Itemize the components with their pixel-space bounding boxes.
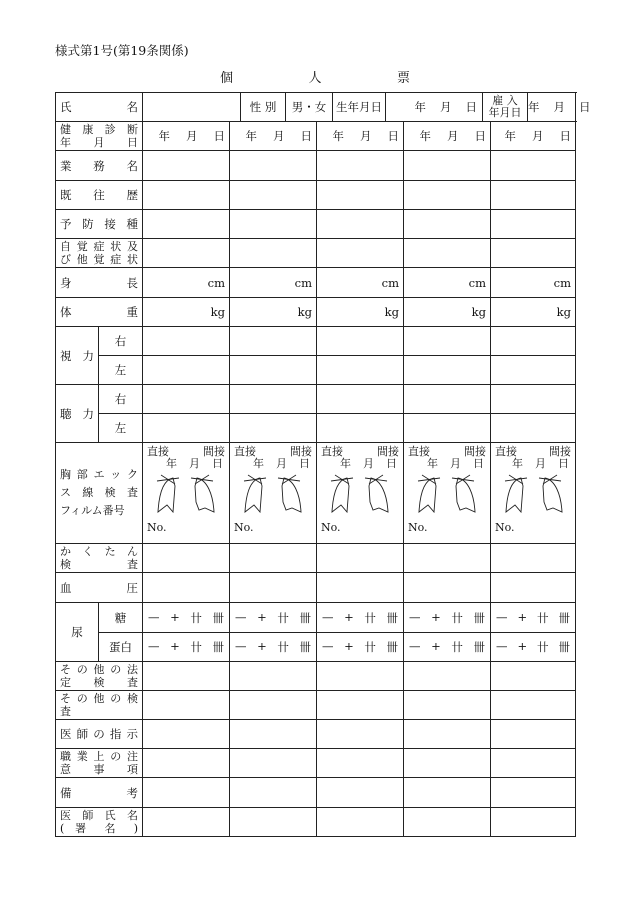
other-cell[interactable] <box>143 691 230 720</box>
hearing-right-cell[interactable] <box>143 385 230 414</box>
day-label: 日 <box>387 129 399 143</box>
film-number-label: No. <box>321 521 341 534</box>
unit-label: cm <box>294 275 312 290</box>
urine-protein-cell[interactable] <box>317 633 404 662</box>
day-label: 日 <box>386 457 397 470</box>
job-notes-cell[interactable] <box>491 749 576 778</box>
indirect-label: 間接 <box>464 445 486 458</box>
form-id: 様式第1号(第19条関係) <box>55 43 189 58</box>
row-label-line: かくたん <box>60 545 138 558</box>
blood-pressure-cell[interactable] <box>404 573 491 603</box>
urine-sugar-row <box>56 603 576 633</box>
exam-date-cell[interactable] <box>491 122 576 151</box>
day-label: 日 <box>558 457 569 470</box>
vaccination-cell[interactable] <box>404 210 491 239</box>
vision-left-cell[interactable] <box>317 356 404 385</box>
urine-sugar-cell[interactable] <box>404 603 491 633</box>
year-label: 年 <box>414 100 426 114</box>
symptoms-label <box>56 239 143 268</box>
other-cell[interactable] <box>230 691 317 720</box>
sugar-label: 糖 <box>99 603 143 633</box>
urine-scale-mark: — <box>235 609 247 624</box>
job-notes-row <box>56 749 576 778</box>
urine-sugar-cell[interactable] <box>317 603 404 633</box>
day-label: 日 <box>299 457 310 470</box>
other-legal-cell[interactable] <box>230 662 317 691</box>
doctor-instr-cell[interactable] <box>230 720 317 749</box>
history-label: 既 往 歴 <box>56 181 143 210</box>
unit-label: cm <box>553 275 571 290</box>
row-label-line: その他の検 <box>60 692 138 705</box>
day-label: 日 <box>213 129 225 143</box>
month-label: 月 <box>273 129 285 143</box>
symptoms-cell[interactable] <box>230 239 317 268</box>
blood-pressure-label: 血 圧 <box>56 573 143 603</box>
exam-date-row <box>56 122 576 151</box>
weight-row <box>56 298 576 327</box>
height-cell[interactable] <box>143 268 230 298</box>
row-label-line: び他覚症状 <box>60 253 138 266</box>
other-cell[interactable] <box>317 691 404 720</box>
urine-scale-mark: 卌 <box>299 610 311 625</box>
vision-right-cell[interactable] <box>143 327 230 356</box>
job-notes-cell[interactable] <box>143 749 230 778</box>
row-label-line: 職業上の注 <box>60 750 138 763</box>
year-label: 年 <box>427 457 438 470</box>
unit-label: kg <box>384 305 399 319</box>
month-label: 月 <box>532 129 544 143</box>
other-cell[interactable] <box>404 691 491 720</box>
other-legal-cell[interactable] <box>491 662 576 691</box>
row-label-line: 査 <box>60 705 71 718</box>
symptoms-cell[interactable] <box>317 239 404 268</box>
year-label: 年 <box>504 129 516 143</box>
film-number-label: No. <box>234 521 254 534</box>
blood-pressure-cell[interactable] <box>317 573 404 603</box>
lung-diagram-icon <box>327 472 393 520</box>
history-cell[interactable] <box>230 181 317 210</box>
symptoms-row <box>56 239 576 268</box>
year-label: 年 <box>253 457 264 470</box>
urine-scale-mark: 卌 <box>386 640 398 654</box>
urine-scale-mark: — <box>148 609 160 624</box>
duties-cell[interactable] <box>404 151 491 181</box>
urine-sugar-cell[interactable] <box>143 603 230 633</box>
year-label: 年 <box>166 457 177 470</box>
blood-pressure-cell[interactable] <box>230 573 317 603</box>
year-label: 年 <box>245 129 257 143</box>
urine-scale-mark: 卄 <box>277 610 289 625</box>
day-label: 日 <box>559 129 571 143</box>
hearing-left-cell[interactable] <box>230 414 317 443</box>
hire-label-line: 年月日 <box>488 106 522 119</box>
vision-left-cell[interactable] <box>143 356 230 385</box>
xray-label <box>56 443 143 544</box>
exam-date-cell[interactable] <box>230 122 317 151</box>
sputum-cell[interactable] <box>143 544 230 573</box>
urine-scale-mark: 卌 <box>558 640 570 654</box>
unit-label: kg <box>471 305 486 319</box>
other-legal-cell[interactable] <box>404 662 491 691</box>
history-cell[interactable] <box>404 181 491 210</box>
day-label: 日 <box>300 129 312 143</box>
urine-scale-mark: 卄 <box>190 640 202 654</box>
exam-date-cell[interactable] <box>317 122 404 151</box>
urine-scale-mark: + <box>344 609 354 624</box>
doctor-instr-cell[interactable] <box>317 720 404 749</box>
month-label: 月 <box>189 457 200 470</box>
sputum-cell[interactable] <box>404 544 491 573</box>
hearing-left-cell[interactable] <box>491 414 576 443</box>
vaccination-cell[interactable] <box>230 210 317 239</box>
exam-date-cell[interactable] <box>143 122 230 151</box>
day-label: 日 <box>579 100 591 114</box>
xray-cell[interactable] <box>143 443 230 544</box>
row-label-line: 定検査 <box>60 676 138 689</box>
vision-right-row <box>56 327 576 356</box>
month-label: 月 <box>363 457 374 470</box>
doctor-instr-cell[interactable] <box>143 720 230 749</box>
vision-right-cell[interactable] <box>317 327 404 356</box>
year-label: 年 <box>332 129 344 143</box>
month-label: 月 <box>186 129 198 143</box>
duties-row <box>56 151 576 181</box>
urine-label: 尿 <box>56 603 99 662</box>
row-label-line: 医 師 氏 名 <box>60 809 138 822</box>
urine-scale-mark: 卄 <box>451 610 463 625</box>
urine-protein-cell[interactable] <box>491 633 576 662</box>
doctor-instr-label: 医師の指示 <box>56 720 143 749</box>
title-char: 票 <box>396 71 410 86</box>
indirect-label: 間接 <box>377 445 399 458</box>
urine-scale-mark: + <box>344 639 354 653</box>
remarks-cell[interactable] <box>404 778 491 808</box>
xray-cell[interactable] <box>230 443 317 544</box>
doctor-instr-row <box>56 720 576 749</box>
urine-protein-row <box>56 633 576 662</box>
month-label: 月 <box>535 457 546 470</box>
title-char: 個 <box>220 71 234 86</box>
unit-label: kg <box>297 305 312 319</box>
title-char: 人 <box>308 71 322 86</box>
vaccination-cell[interactable] <box>491 210 576 239</box>
hire-label-line: 雇 入 <box>492 94 518 107</box>
urine-sugar-cell[interactable] <box>491 603 576 633</box>
film-number-label: No. <box>147 521 167 534</box>
urine-scale-mark: + <box>431 639 441 653</box>
urine-scale-mark: + <box>170 609 180 624</box>
height-cell[interactable] <box>404 268 491 298</box>
urine-scale-mark: + <box>257 639 267 653</box>
history-cell[interactable] <box>143 181 230 210</box>
xray-row <box>56 443 576 544</box>
blood-pressure-cell[interactable] <box>143 573 230 603</box>
urine-scale-mark: + <box>431 609 441 624</box>
weight-cell[interactable] <box>317 298 404 327</box>
urine-scale-mark: + <box>257 609 267 624</box>
direct-label: 直接 <box>234 445 256 458</box>
birth-date-field[interactable] <box>386 93 483 121</box>
record-table-body <box>56 93 591 837</box>
row-label-line: ( 署 名 ) <box>60 822 138 835</box>
vision-left-cell[interactable] <box>404 356 491 385</box>
lung-diagram-icon <box>153 472 219 520</box>
lung-diagram-icon <box>501 472 567 520</box>
other-legal-row <box>56 662 576 691</box>
vaccination-row <box>56 210 576 239</box>
row-label-line: 胸部エック <box>60 468 138 481</box>
birth-label: 生年月日 <box>333 93 386 121</box>
urine-scale-mark: + <box>517 639 528 653</box>
weight-cell[interactable] <box>143 298 230 327</box>
vaccination-label: 予 防 接 種 <box>56 210 143 239</box>
urine-scale-mark: 卌 <box>212 610 224 625</box>
hire-date-field[interactable] <box>528 93 596 121</box>
urine-protein-cell[interactable] <box>230 633 317 662</box>
year-label: 年 <box>512 457 523 470</box>
sputum-label <box>56 544 143 573</box>
unit-label: kg <box>556 305 571 319</box>
urine-scale-mark: + <box>170 639 180 653</box>
page-title <box>220 67 410 86</box>
sputum-cell[interactable] <box>230 544 317 573</box>
name-field[interactable] <box>143 93 241 121</box>
lung-diagram-icon <box>414 472 480 520</box>
other-legal-cell[interactable] <box>143 662 230 691</box>
sex-label: 性 別 <box>241 93 286 121</box>
other-legal-label <box>56 662 143 691</box>
month-label: 月 <box>360 129 372 143</box>
urine-scale-mark: 卌 <box>386 610 398 625</box>
urine-sugar-cell[interactable] <box>230 603 317 633</box>
height-cell[interactable] <box>230 268 317 298</box>
urine-scale-mark: — <box>148 639 160 653</box>
urine-scale-mark: + <box>517 609 528 624</box>
history-cell[interactable] <box>317 181 404 210</box>
doctor-name-label <box>56 808 143 837</box>
sputum-cell[interactable] <box>317 544 404 573</box>
right-label: 右 <box>99 327 143 356</box>
year-label: 年 <box>419 129 431 143</box>
job-notes-label <box>56 749 143 778</box>
weight-cell[interactable] <box>404 298 491 327</box>
vision-left-cell[interactable] <box>491 356 576 385</box>
vision-right-cell[interactable] <box>491 327 576 356</box>
unit-label: cm <box>207 275 225 290</box>
symptoms-cell[interactable] <box>143 239 230 268</box>
direct-label: 直接 <box>321 445 343 458</box>
height-cell[interactable] <box>317 268 404 298</box>
right-label: 右 <box>99 385 143 414</box>
vision-right-cell[interactable] <box>404 327 491 356</box>
sputum-row <box>56 544 576 573</box>
row-label-line: 検 査 <box>60 558 138 571</box>
row-label-line: 年 月 日 <box>60 136 138 149</box>
symptoms-cell[interactable] <box>404 239 491 268</box>
row-label-line: フィルム番号 <box>60 504 125 517</box>
weight-label: 体 重 <box>56 298 143 327</box>
other-cell[interactable] <box>491 691 576 720</box>
unit-label: cm <box>468 275 486 290</box>
row-label-line: その他の法 <box>60 663 138 676</box>
film-number-label: No. <box>495 521 515 534</box>
height-cell[interactable] <box>491 268 576 298</box>
day-label: 日 <box>474 129 486 143</box>
vision-left-cell[interactable] <box>230 356 317 385</box>
urine-scale-mark: 卄 <box>277 640 289 654</box>
direct-label: 直接 <box>495 445 517 458</box>
hearing-left-cell[interactable] <box>404 414 491 443</box>
weight-cell[interactable] <box>230 298 317 327</box>
direct-label: 直接 <box>147 445 169 458</box>
xray-cell[interactable] <box>317 443 404 544</box>
hearing-right-cell[interactable] <box>491 385 576 414</box>
urine-protein-cell[interactable] <box>404 633 491 662</box>
duties-cell[interactable] <box>491 151 576 181</box>
vision-label: 視 力 <box>56 327 99 385</box>
name-label: 氏 名 <box>56 93 143 122</box>
job-notes-cell[interactable] <box>230 749 317 778</box>
other-row <box>56 691 576 720</box>
doctor-name-row <box>56 808 576 837</box>
duties-cell[interactable] <box>230 151 317 181</box>
hearing-label: 聴 力 <box>56 385 99 443</box>
row-label-line: ス線検査 <box>60 486 138 499</box>
year-label: 年 <box>528 100 540 114</box>
urine-scale-mark: 卄 <box>451 640 463 654</box>
urine-scale-mark: — <box>235 639 247 653</box>
hearing-right-row <box>56 385 576 414</box>
year-label: 年 <box>340 457 351 470</box>
remarks-row <box>56 778 576 808</box>
hearing-left-cell[interactable] <box>317 414 404 443</box>
urine-protein-cell[interactable] <box>143 633 230 662</box>
remarks-cell[interactable] <box>230 778 317 808</box>
urine-scale-mark: — <box>322 609 334 624</box>
urine-scale-mark: 卄 <box>190 610 202 625</box>
urine-scale-mark: — <box>496 609 508 624</box>
month-label: 月 <box>440 100 452 114</box>
hearing-left-row <box>56 414 576 443</box>
exam-date-label <box>56 122 143 151</box>
xray-cell[interactable] <box>404 443 491 544</box>
remarks-cell[interactable] <box>491 778 576 808</box>
indirect-label: 間接 <box>203 445 225 458</box>
urine-scale-mark: — <box>496 639 508 653</box>
doctor-instr-cell[interactable] <box>404 720 491 749</box>
urine-scale-mark: 卄 <box>537 610 549 625</box>
vision-right-cell[interactable] <box>230 327 317 356</box>
year-label: 年 <box>158 129 170 143</box>
sex-field[interactable]: 男・女 <box>286 93 333 121</box>
other-legal-cell[interactable] <box>317 662 404 691</box>
urine-scale-mark: 卌 <box>212 640 224 654</box>
day-label: 日 <box>465 100 477 114</box>
header-row <box>56 93 576 122</box>
job-notes-cell[interactable] <box>317 749 404 778</box>
unit-label: cm <box>381 275 399 290</box>
direct-label: 直接 <box>408 445 430 458</box>
doctor-signature-cell[interactable] <box>491 808 576 837</box>
row-label-line: 自覚症状及 <box>60 240 138 253</box>
weight-cell[interactable] <box>491 298 576 327</box>
left-label: 左 <box>99 356 143 385</box>
month-label: 月 <box>276 457 287 470</box>
exam-date-cell[interactable] <box>404 122 491 151</box>
remarks-cell[interactable] <box>143 778 230 808</box>
urine-scale-mark: — <box>409 609 421 624</box>
history-cell[interactable] <box>491 181 576 210</box>
indirect-label: 間接 <box>290 445 312 458</box>
other-label <box>56 691 143 720</box>
height-row <box>56 268 576 298</box>
urine-scale-mark: 卌 <box>558 610 570 625</box>
urine-scale-mark: — <box>322 639 334 653</box>
remarks-cell[interactable] <box>317 778 404 808</box>
vaccination-cell[interactable] <box>317 210 404 239</box>
urine-scale-mark: 卄 <box>364 640 376 654</box>
protein-label: 蛋白 <box>99 633 143 662</box>
indirect-label: 間接 <box>549 445 571 458</box>
vaccination-cell[interactable] <box>143 210 230 239</box>
urine-scale-mark: 卌 <box>299 640 311 654</box>
urine-scale-mark: 卄 <box>537 640 549 654</box>
left-label: 左 <box>99 414 143 443</box>
sputum-cell[interactable] <box>491 544 576 573</box>
xray-cell[interactable] <box>491 443 576 544</box>
day-label: 日 <box>473 457 484 470</box>
unit-label: kg <box>210 305 225 319</box>
urine-scale-mark: — <box>409 639 421 653</box>
month-label: 月 <box>447 129 459 143</box>
height-label: 身 長 <box>56 268 143 298</box>
day-label: 日 <box>212 457 223 470</box>
hearing-right-cell[interactable] <box>230 385 317 414</box>
duties-cell[interactable] <box>317 151 404 181</box>
duties-cell[interactable] <box>143 151 230 181</box>
film-number-label: No. <box>408 521 428 534</box>
remarks-label: 備 考 <box>56 778 143 808</box>
doctor-signature-cell[interactable] <box>143 808 230 837</box>
row-label-line: 意事項 <box>60 763 138 776</box>
urine-scale-mark: 卌 <box>473 640 485 654</box>
blood-pressure-row <box>56 573 576 603</box>
urine-scale-mark: 卄 <box>364 610 376 625</box>
hire-label <box>483 93 528 121</box>
vision-left-row <box>56 356 576 385</box>
history-row <box>56 181 576 210</box>
month-label: 月 <box>553 100 565 114</box>
hearing-left-cell[interactable] <box>143 414 230 443</box>
doctor-signature-cell[interactable] <box>317 808 404 837</box>
month-label: 月 <box>450 457 461 470</box>
doctor-instr-cell[interactable] <box>491 720 576 749</box>
symptoms-cell[interactable] <box>491 239 576 268</box>
job-notes-cell[interactable] <box>404 749 491 778</box>
record-table <box>55 92 591 837</box>
doctor-signature-cell[interactable] <box>230 808 317 837</box>
blood-pressure-cell[interactable] <box>491 573 576 603</box>
doctor-signature-cell[interactable] <box>404 808 491 837</box>
duties-label: 業 務 名 <box>56 151 143 181</box>
urine-scale-mark: 卌 <box>473 610 485 625</box>
hearing-right-cell[interactable] <box>404 385 491 414</box>
lung-diagram-icon <box>240 472 306 520</box>
hearing-right-cell[interactable] <box>317 385 404 414</box>
row-label-line: 健 康 診 断 <box>60 123 138 136</box>
